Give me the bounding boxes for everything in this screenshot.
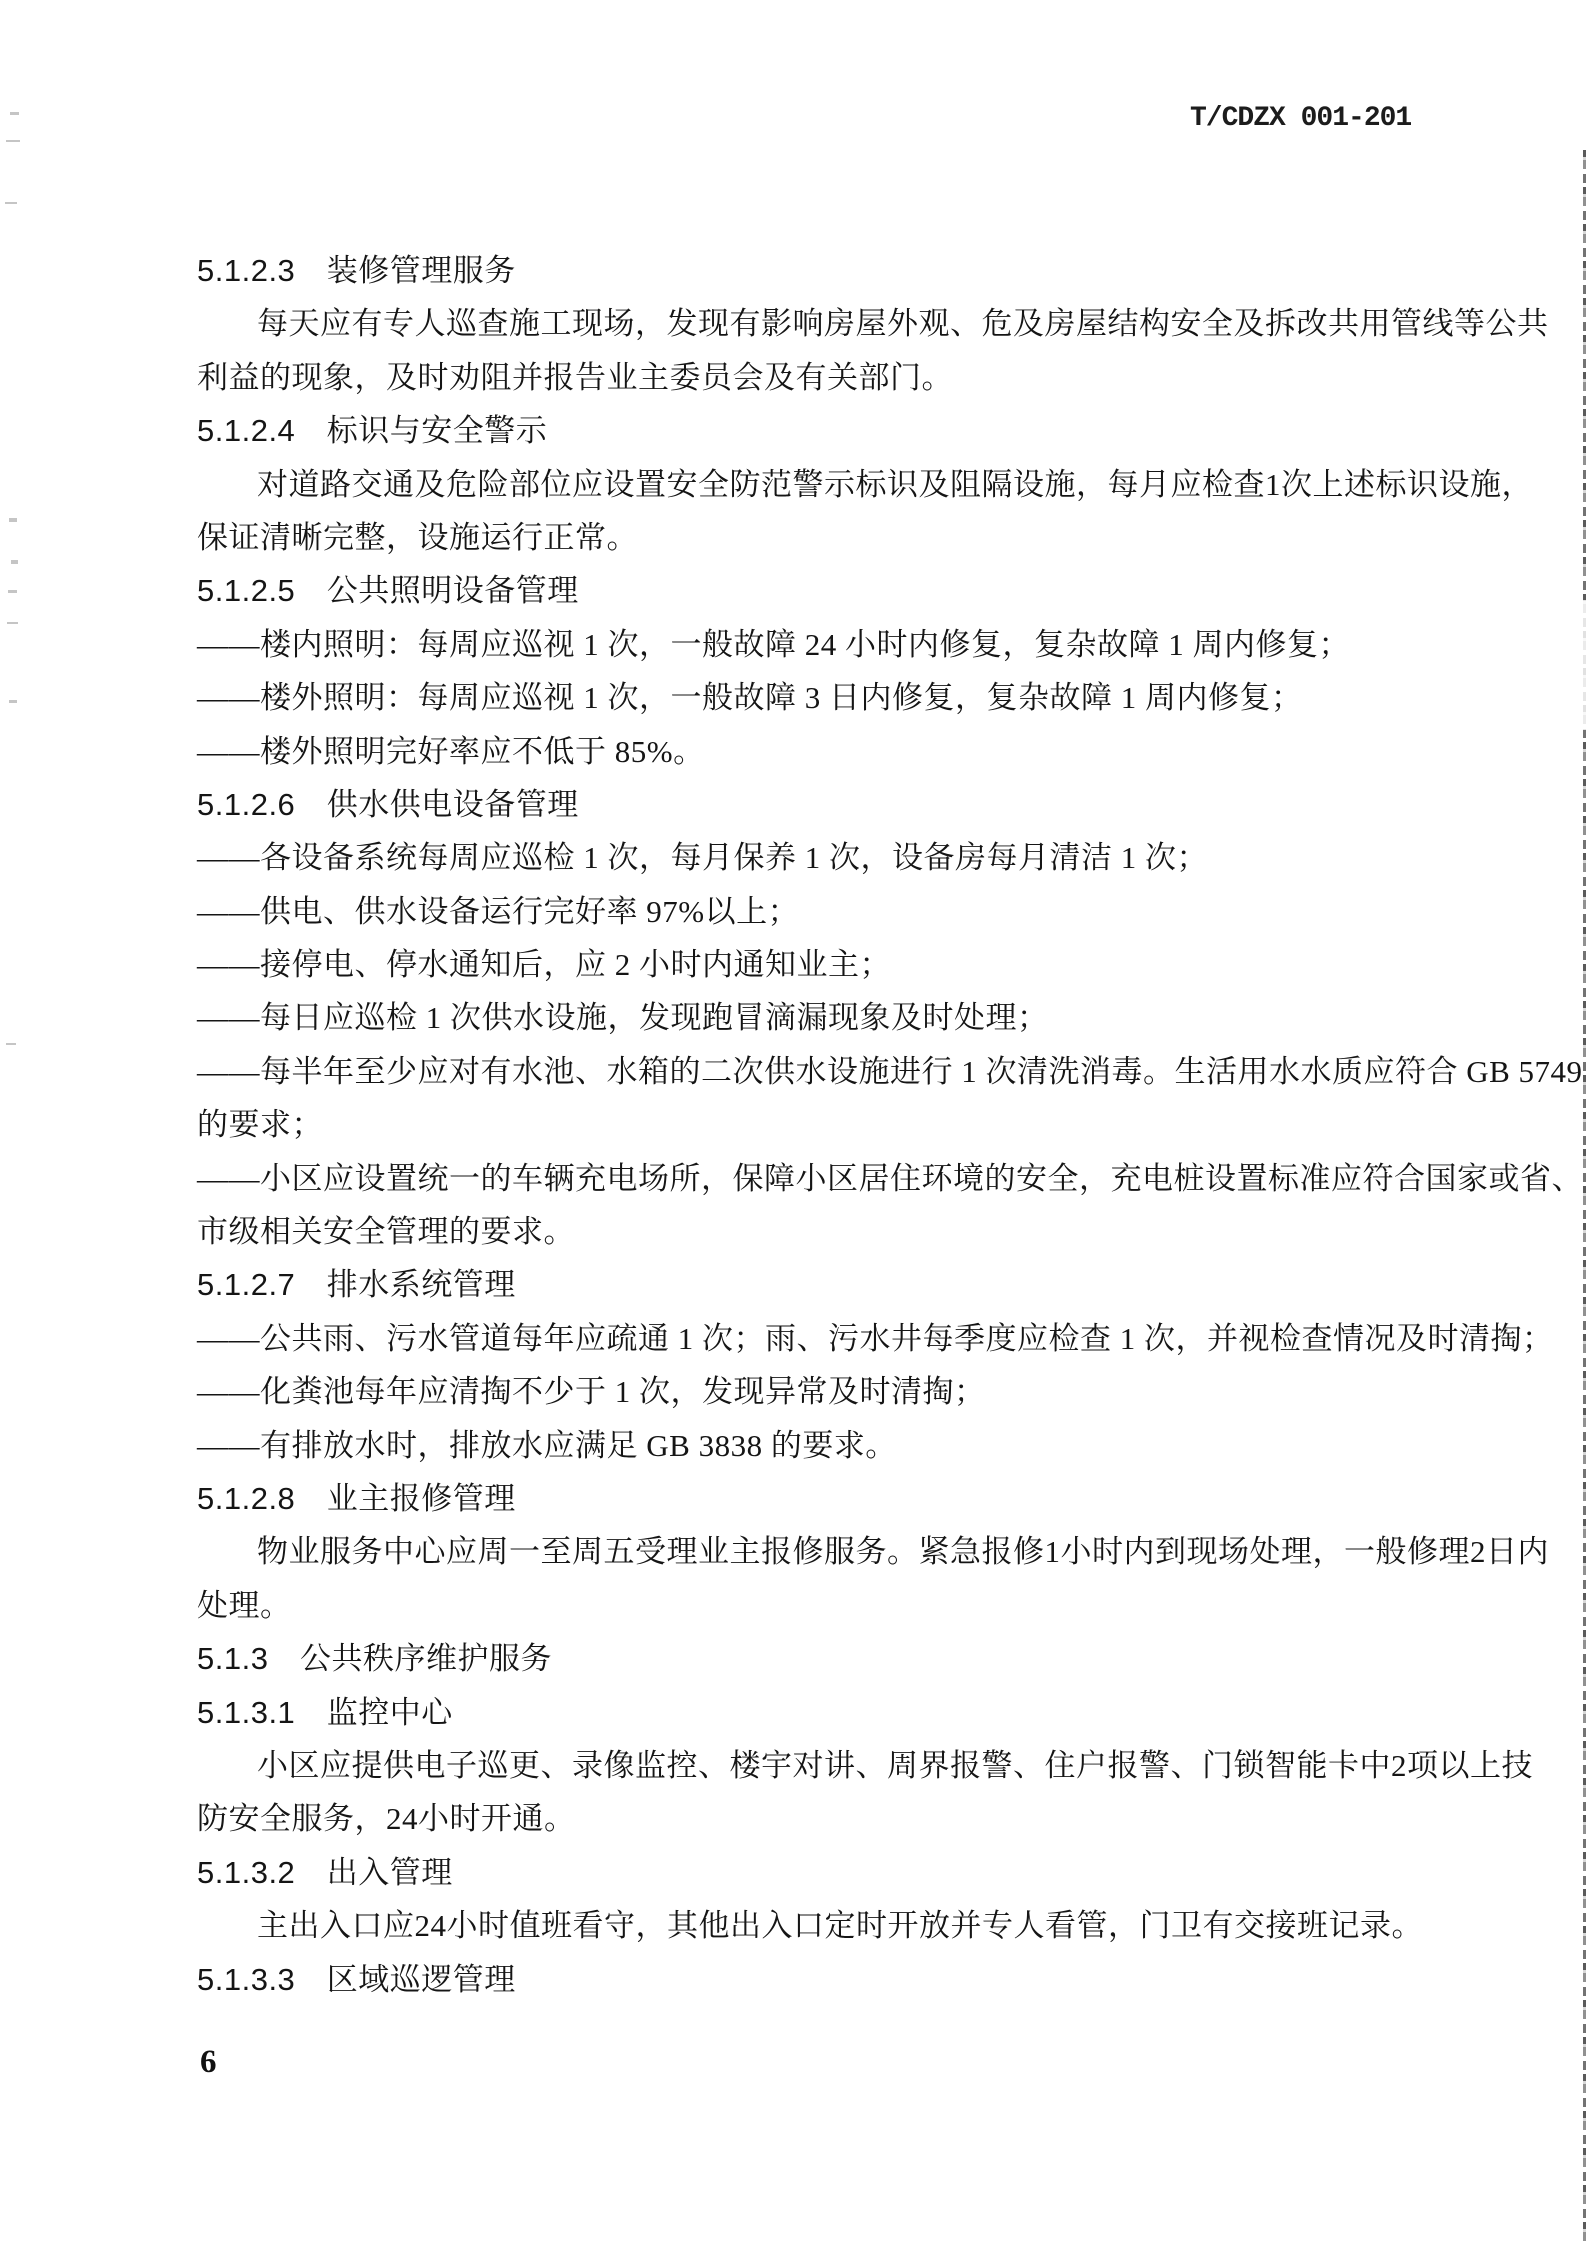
- page-number: 6: [200, 2044, 217, 2080]
- document-body: [197, 244, 1583, 2006]
- section-heading: 5.1.2.5 公共照明设备管理: [197, 573, 579, 609]
- text-line: 每天应有专人巡查施工现场，发现有影响房屋外观、危及房屋结构安全及拆改共用管线等公共: [257, 306, 1549, 342]
- text-line: 主出入口应24小时值班看守，其他出入口定时开放并专人看管，门卫有交接班记录。: [257, 1908, 1423, 1944]
- text-line: 保证清晰完整，设施运行正常。: [197, 519, 638, 555]
- text-line: 处理。: [197, 1587, 292, 1623]
- standard-code-header: T/CDZX 001-201: [1190, 103, 1412, 134]
- text-line: ——每半年至少应对有水池、水箱的二次供水设施进行 1 次清洗消毒。生活用水水质应符合 GB 5749: [197, 1053, 1583, 1089]
- text-line: 利益的现象，及时劝阻并报告业主委员会及有关部门。: [197, 359, 953, 395]
- text-line: ——化粪池每年应清掏不少于 1 次，发现异常及时清掏；: [197, 1374, 986, 1410]
- section-heading: 5.1.2.8 业主报修管理: [197, 1480, 516, 1516]
- scan-speck: [7, 622, 18, 624]
- text-line: 防安全服务，24小时开通。: [197, 1801, 576, 1837]
- scan-speck: [6, 140, 20, 142]
- scan-speck: [9, 518, 17, 522]
- text-line: 物业服务中心应周一至周五受理业主报修服务。紧急报修1小时内到现场处理，一般修理2日内: [257, 1534, 1549, 1570]
- scan-binding-artifact: [1583, 150, 1586, 2245]
- section-heading: 5.1.3.3 区域巡逻管理: [197, 1961, 516, 1997]
- section-heading: 5.1.3.1 监控中心: [197, 1694, 453, 1730]
- scan-speck: [8, 590, 17, 593]
- text-line: ——接停电、停水通知后，应 2 小时内通知业主；: [197, 947, 891, 983]
- scan-speck: [9, 700, 17, 703]
- text-line: 对道路交通及危险部位应设置安全防范警示标识及阻隔设施，每月应检查1次上述标识设施，: [257, 466, 1533, 502]
- scan-binding-artifact-gap: [1582, 600, 1587, 730]
- text-line: 的要求；: [197, 1107, 323, 1143]
- text-line: ——供电、供水设备运行完好率 97%以上；: [197, 893, 800, 929]
- text-line: ——楼内照明：每周应巡视 1 次，一般故障 24 小时内修复，复杂故障 1 周内修复；: [197, 626, 1350, 662]
- section-heading: 5.1.2.7 排水系统管理: [197, 1267, 516, 1303]
- text-line: ——楼外照明完好率应不低于 85%。: [197, 733, 705, 769]
- text-line: ——小区应设置统一的车辆充电场所，保障小区居住环境的安全，充电桩设置标准应符合国家或省、: [197, 1160, 1583, 1196]
- text-line: 市级相关安全管理的要求。: [197, 1214, 575, 1250]
- text-line: ——有排放水时，排放水应满足 GB 3838 的要求。: [197, 1427, 897, 1463]
- text-line: ——楼外照明：每周应巡视 1 次，一般故障 3 日内修复，复杂故障 1 周内修复；: [197, 680, 1303, 716]
- section-heading: 5.1.2.4 标识与安全警示: [197, 413, 548, 449]
- text-line: 小区应提供电子巡更、录像监控、楼宇对讲、周界报警、住户报警、门锁智能卡中2项以上技: [257, 1747, 1533, 1783]
- section-heading: 5.1.3 公共秩序维护服务: [197, 1641, 552, 1677]
- scan-speck: [5, 202, 17, 204]
- text-line: ——公共雨、污水管道每年应疏通 1 次；雨、污水井每季度应检查 1 次，并视检查情况及时清掏；: [197, 1320, 1554, 1356]
- section-heading: 5.1.2.6 供水供电设备管理: [197, 786, 579, 822]
- scan-speck: [10, 112, 19, 115]
- scan-speck: [6, 1043, 16, 1045]
- text-line: ——各设备系统每周应巡检 1 次，每月保养 1 次，设备房每月清洁 1 次；: [197, 840, 1208, 876]
- text-line: ——每日应巡检 1 次供水设施，发现跑冒滴漏现象及时处理；: [197, 1000, 1049, 1036]
- section-heading: 5.1.3.2 出入管理: [197, 1854, 453, 1890]
- scan-speck: [11, 560, 18, 564]
- section-heading: 5.1.2.3 装修管理服务: [197, 253, 516, 288]
